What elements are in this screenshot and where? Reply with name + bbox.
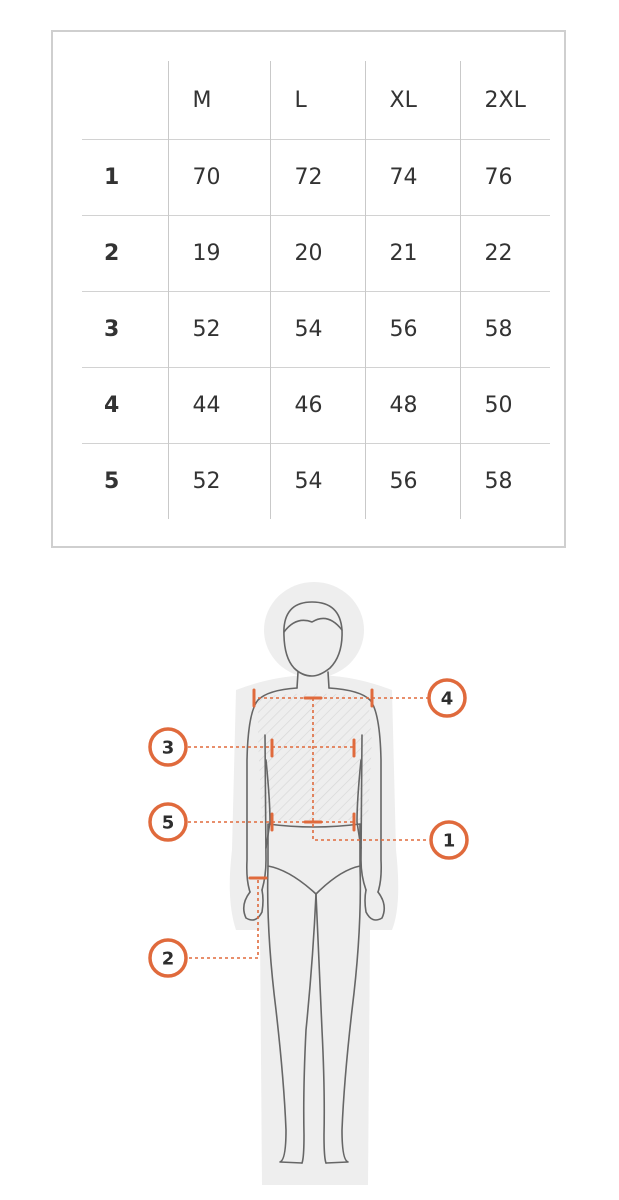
- table-row: [82, 444, 550, 520]
- corner-cell: [82, 61, 168, 140]
- measurement-label: 5: [82, 444, 168, 520]
- table-cell: 52: [168, 292, 270, 368]
- table-cell: 54: [270, 444, 365, 520]
- table-cell: 20: [270, 216, 365, 292]
- table-row: [82, 368, 550, 444]
- marker-3-label: 3: [161, 737, 175, 759]
- body-shadow: [230, 582, 399, 1185]
- table-row: [82, 140, 550, 216]
- table-cell: 44: [168, 368, 270, 444]
- table-cell: 58: [460, 444, 550, 520]
- table-cell: 46: [270, 368, 365, 444]
- table-cell: 58: [460, 292, 550, 368]
- table-cell: 74: [365, 140, 460, 216]
- table-cell: 56: [365, 292, 460, 368]
- marker-5-label: 5: [161, 812, 175, 834]
- marker-3: [150, 729, 186, 765]
- measurement-diagram: [0, 570, 619, 1200]
- marker-1-label: 1: [442, 830, 456, 852]
- measurement-label: 4: [82, 368, 168, 444]
- measurement-label: 1: [82, 140, 168, 216]
- marker-1: [431, 822, 467, 858]
- size-header-m: M: [168, 61, 270, 140]
- table-cell: 52: [168, 444, 270, 520]
- table-cell: 54: [270, 292, 365, 368]
- measurement-label: 3: [82, 292, 168, 368]
- size-header-row: [82, 61, 550, 140]
- marker-4: [429, 680, 465, 716]
- size-header-2xl: 2XL: [460, 61, 550, 140]
- size-table: [82, 61, 550, 519]
- marker-2-label: 2: [161, 948, 175, 970]
- table-row: [82, 292, 550, 368]
- size-header-xl: XL: [365, 61, 460, 140]
- marker-4-label: 4: [440, 688, 454, 710]
- table-cell: 50: [460, 368, 550, 444]
- table-row: [82, 216, 550, 292]
- size-header-l: L: [270, 61, 365, 140]
- table-cell: 56: [365, 444, 460, 520]
- table-cell: 21: [365, 216, 460, 292]
- table-cell: 19: [168, 216, 270, 292]
- table-cell: 22: [460, 216, 550, 292]
- table-cell: 48: [365, 368, 460, 444]
- measurement-label: 2: [82, 216, 168, 292]
- table-cell: 76: [460, 140, 550, 216]
- size-chart-card: [51, 30, 566, 548]
- table-cell: 70: [168, 140, 270, 216]
- marker-5: [150, 804, 186, 840]
- marker-2: [150, 940, 186, 976]
- table-cell: 72: [270, 140, 365, 216]
